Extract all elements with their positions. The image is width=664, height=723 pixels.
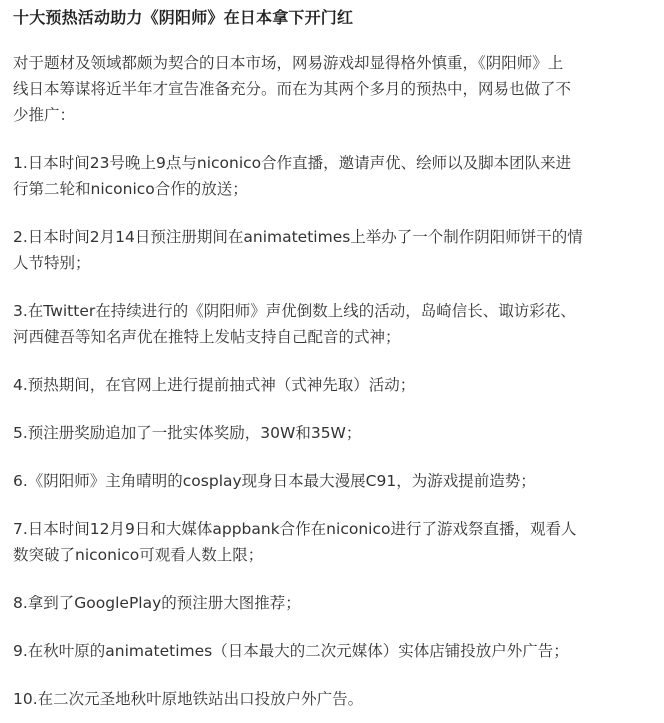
article-title: 十大预热活动助力《阴阳师》在日本拿下开门红 — [13, 8, 354, 27]
list-item-3: 3.在Twitter在持续进行的《阴阳师》声优倒数上线的活动，岛崎信长、诹访彩花、 河西健吾等知名声优在推特上发帖支持自己配音的式神； — [13, 302, 576, 346]
intro-paragraph: 对于题材及领域都颇为契合的日本市场，网易游戏却显得格外慎重，《阴阳师》上 线日本筹谋将近半年才宣告准备充分。而在为其两个多月的预热中，网易也做了不 少推广： — [13, 54, 572, 124]
list-item-5: 5.预注册奖励追加了一批实体奖励，30W和35W； — [13, 424, 362, 442]
list-item-2: 2.日本时间2月14日预注册期间在animatetimes上举办了一个制作阴阳师饼干的情 人节特别； — [13, 228, 583, 272]
list-item-8: 8.拿到了GooglePlay的预注册大图推荐； — [13, 594, 301, 612]
list-item-6: 6.《阴阳师》主角晴明的cosplay现身日本最大漫展C91，为游戏提前造势； — [13, 472, 536, 490]
list-item-10: 10.在二次元圣地秋叶原地铁站出口投放户外广告。 — [13, 690, 364, 708]
list-item-1: 1.日本时间23号晚上9点与niconico合作直播，邀请声优、绘师以及脚本团队来进 行第二轮和niconico合作的放送； — [13, 154, 572, 198]
list-item-9: 9.在秋叶原的animatetimes（日本最大的二次元媒体）实体店铺投放户外广告； — [13, 642, 569, 660]
list-item-7: 7.日本时间12月9日和大媒体appbank合作在niconico进行了游戏祭直播，观看人 数突破了niconico可观看人数上限； — [13, 520, 577, 564]
list-item-4: 4.预热期间，在官网上进行提前抽式神（式神先取）活动； — [13, 376, 416, 394]
